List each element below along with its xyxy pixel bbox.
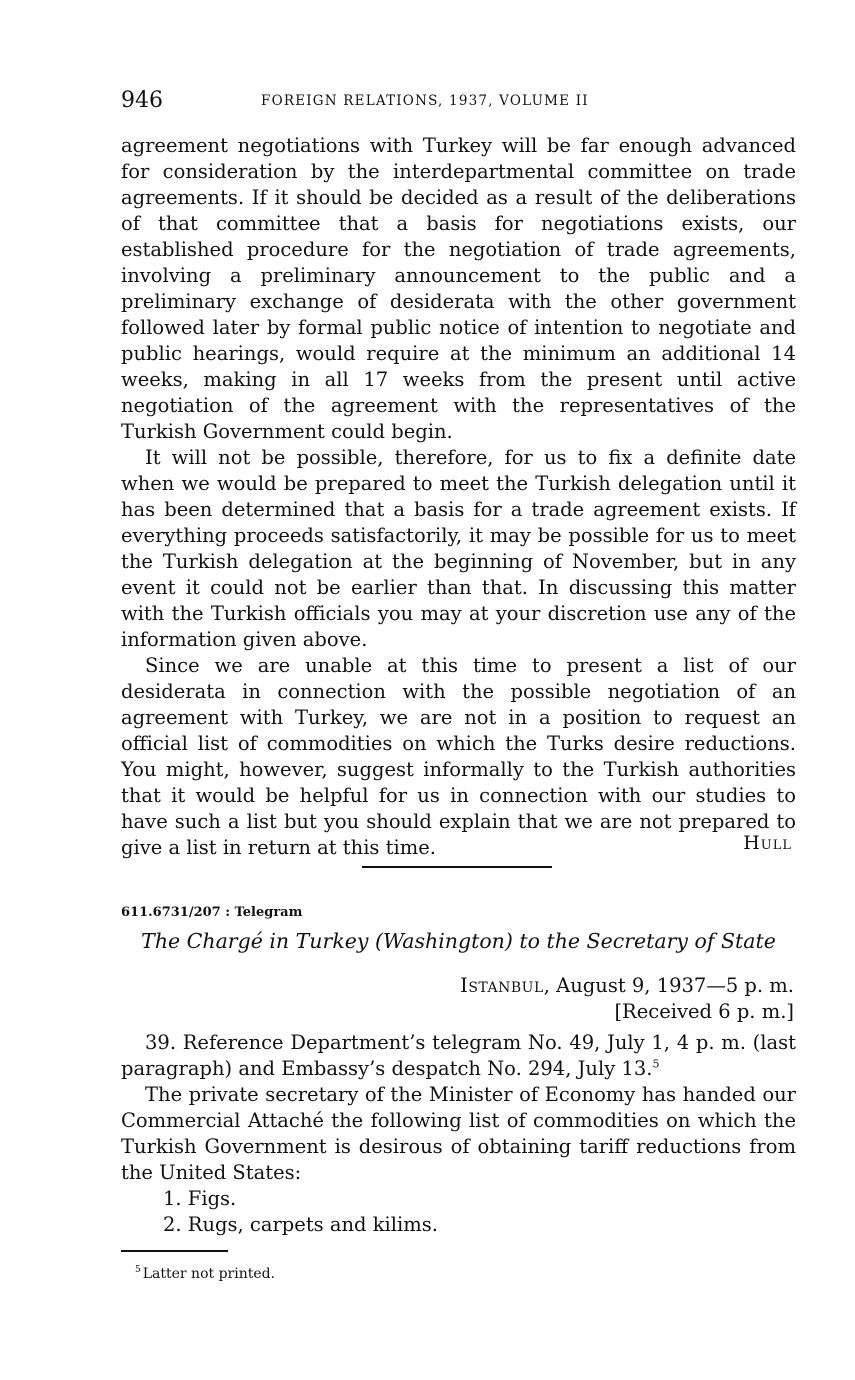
dateline-line	[460, 973, 794, 999]
footnote-reference: 5	[652, 1057, 660, 1071]
document-heading: The Chargé in Turkey (Washington) to the Secretary of State	[141, 929, 776, 953]
telegram-paragraph-1	[121, 1030, 796, 1082]
continued-letter-body	[121, 133, 796, 861]
commodity-list	[121, 1186, 796, 1238]
list-item: 1. Figs.	[163, 1187, 237, 1210]
body-paragraph-1: agreement negotiations with Turkey will be far enough advanced for consideration by the interdepartmental committee on trade agreements. If it should be decided as a result of the deliberations of that committee that a basis for negotiations exists, our established procedure for the negotiation of trade agreements, involving a preliminary announcement to the public and a preliminary exchange of desiderata with the other government followed later by formal public notice of intention to negotiate and public hearings, would require at the minimum an additional 14 weeks, making in all 17 weeks from the present until active negotiation of the agreement with the representatives of the Turkish Government could begin.	[121, 134, 796, 443]
telegram-body	[121, 1030, 796, 1238]
dateline-date: , August 9, 1937—5 p. m.	[543, 974, 794, 997]
list-item: 2. Rugs, carpets and kilims.	[163, 1213, 438, 1236]
footnote	[135, 1266, 275, 1282]
page-header	[121, 88, 796, 118]
footnote-marker: 5	[135, 1265, 141, 1276]
section-divider	[362, 866, 552, 868]
telegram-paragraph-2: The private secretary of the Minister of Economy has handed our Commercial Attaché the following list of commodities on which the Turkish Government is desirous of obtaining tariff reductions from the United States:	[121, 1083, 796, 1184]
footnote-divider	[121, 1250, 228, 1252]
dateline	[460, 973, 794, 1025]
file-reference: 611.6731/207 : Telegram	[121, 905, 303, 920]
page-number: 946	[121, 88, 163, 113]
body-paragraph-2: It will not be possible, therefore, for us to fix a definite date when we would be prepared to meet the Turkish delegation until it has been determined that a basis for a trade agreement exists. If everything proceeds satisfactorily, it may be possible for us to meet the Turkish delegation at the beginning of November, but in any event it could not be earlier than that. In discussing this matter with the Turkish officials you may at your discretion use any of the information given above.	[121, 446, 796, 651]
footnote-text: Latter not printed.	[142, 1266, 276, 1282]
dateline-place: Istanbul	[460, 974, 544, 997]
running-head: FOREIGN RELATIONS, 1937, VOLUME II	[261, 93, 589, 109]
signature: Hull	[743, 832, 792, 854]
received-line: [Received 6 p. m.]	[614, 1000, 794, 1023]
telegram-paragraph-1-text: 39. Reference Department’s telegram No. 49, July 1, 4 p. m. (last paragraph) and Embassy’s despatch No. 294, July 13.	[121, 1031, 796, 1080]
body-paragraph-3: Since we are unable at this time to present a list of our desiderata in connection with the possible negotiation of an agreement with Turkey, we are not in a position to request an official list of commodities on which the Turks desire reductions. You might, however, suggest informally to the Turkish authorities that it would be helpful for us in connection with our studies to have such a list but you should explain that we are not prepared to give a list in return at this time.	[121, 654, 796, 859]
